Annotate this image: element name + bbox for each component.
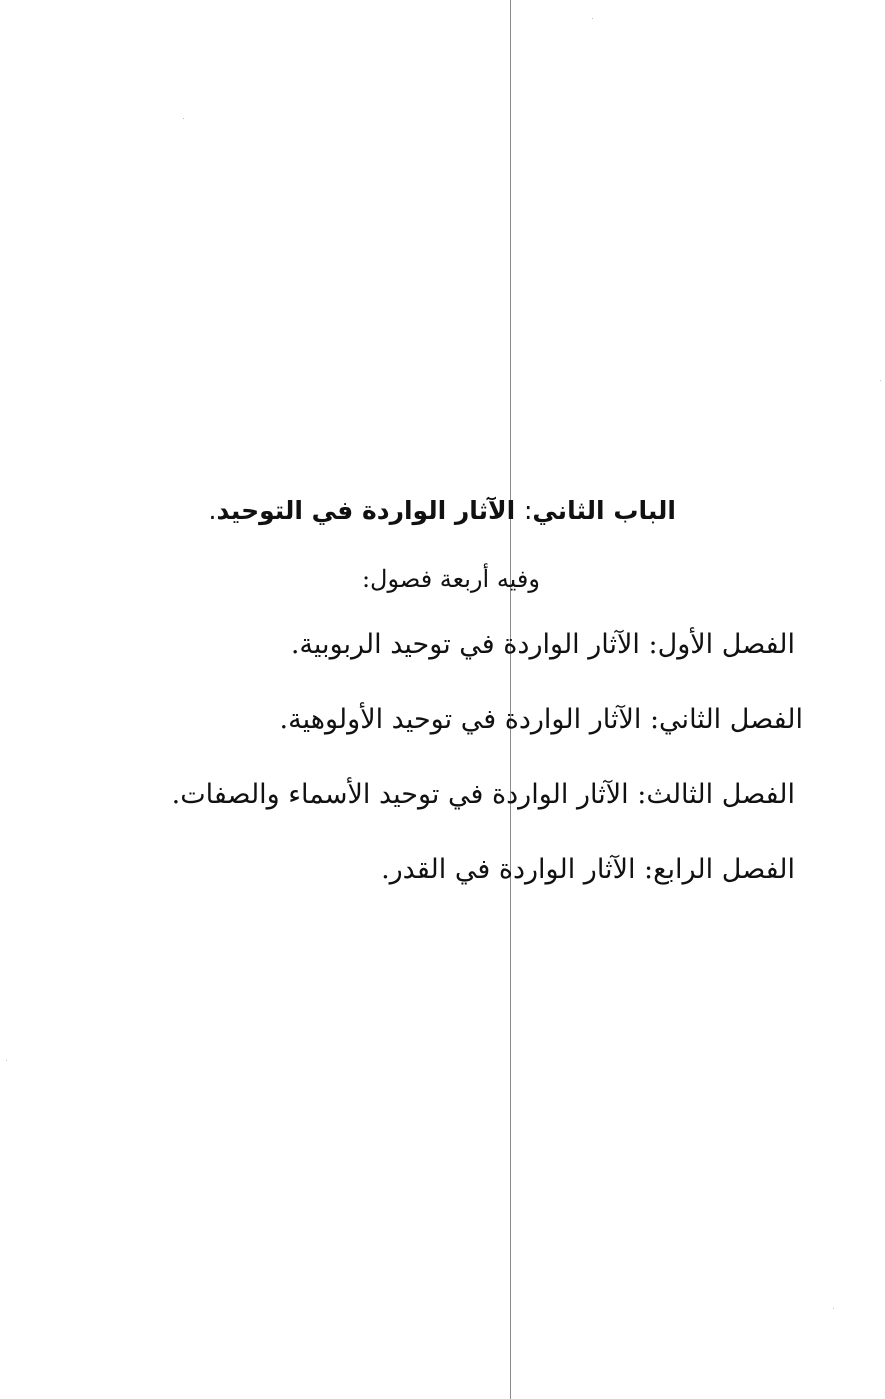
chapter-item: الفصل الرابع: الآثار الواردة في القدر. (381, 854, 795, 885)
section-heading-end: . (208, 496, 217, 525)
section-heading-separator: : (523, 496, 533, 525)
section-intro: وفيه أربعة فصول: (361, 565, 540, 593)
section-heading-label: الباب الثاني (532, 496, 676, 525)
chapter-item: الفصل الأول: الآثار الواردة في توحيد الربوبية. (290, 629, 795, 660)
section-heading-title: الآثار الواردة في التوحيد (216, 496, 524, 525)
chapter-item: الفصل الثاني: الآثار الواردة في توحيد الأولوهية. (279, 704, 803, 735)
chapter-item: الفصل الثالث: الآثار الواردة في توحيد الأسماء والصفات. (171, 779, 795, 810)
